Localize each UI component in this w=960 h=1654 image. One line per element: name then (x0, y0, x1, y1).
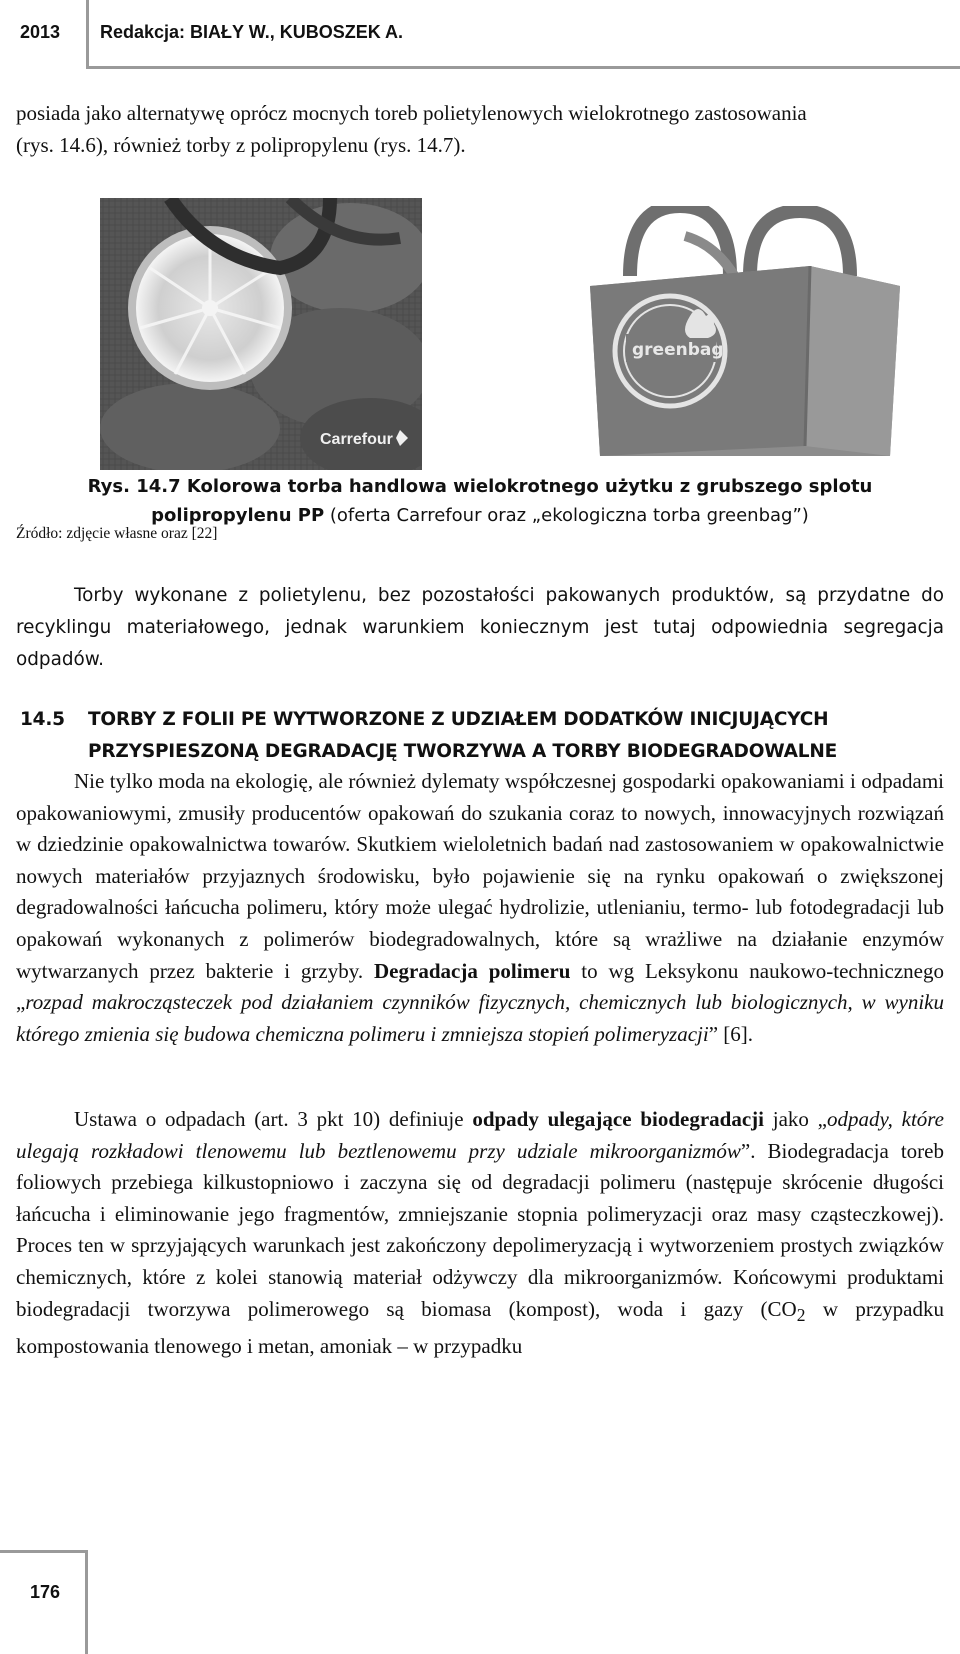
page-number: 176 (30, 1582, 61, 1602)
section-number: 14.5 (20, 709, 65, 730)
greenbag-logo-text: greenbag (632, 340, 724, 360)
term-polymer-degradation: Degradacja polimeru (374, 958, 571, 983)
section-title-line-2: PRZYSPIESZONĄ DEGRADACJĘ TWORZYWA A TORBY BIODEGRADOWALNE (88, 741, 838, 762)
page-header (0, 0, 960, 68)
paragraph-biodegradation-text-1: Ustawa o odpadach (art. 3 pkt 10) definiuje (74, 1107, 473, 1131)
header-separator (86, 0, 89, 66)
figure-caption-bold: polipropylenu PP (151, 505, 325, 526)
co2-subscript: 2 (796, 1304, 806, 1325)
figure-caption-title: Rys. 14.7 Kolorowa torba handlowa wielokrotnego użytku z grubszego splotu (87, 476, 873, 497)
section-heading (20, 704, 940, 768)
header-editors: Redakcja: BIAŁY W., KUBOSZEK A. (100, 22, 404, 42)
carrefour-logo-text: Carrefour (320, 431, 393, 448)
figure-caption-rest: (oferta Carrefour oraz „ekologiczna torba greenbag”) (324, 505, 809, 526)
paragraph-degradation-text-3: ” [6]. (708, 1021, 754, 1046)
figure-photo-carrefour-bag (100, 198, 422, 470)
paragraph-degradation-text-1: Nie tylko moda na ekologię, ale również dylematy współczesnej gospodarki opakowaniami i odpadami opakowaniowymi, zmusiły producentów opakowań do szukania coraz to nowych, innowacyjnych rozwiązań w dziedzinie opakowalnictwa towarów. Skutkiem wieloletnich badań nad zastosowaniem w opakowalnictwie nowych materiałów przyjaznych środowisku, było pojawienie się na rynku opakowań o zwiększonej degradowalności łańcucha polimeru, który może ulegać hydrolizie, utlenianiu, termo- lub fotodegradacji lub opakowań wykonanych z polimerów biodegradowalnych, które są wrażliwe na działanie enzymów wytwarzanych przez bakterie i grzyby. (16, 769, 944, 983)
paragraph-biodegradation (16, 1104, 944, 1363)
paragraph-biodegradation-text-3: ”. Biodegradacja toreb foliowych przebiega kilkustopniowo i zaczyna się od degradacji polimeru (następuje skrócenie długości łańcucha i eliminowanie jego fragmentów, zmniejszanie stopnia polimeryzacji oraz masy cząsteczkowej). Proces ten w sprzyjających warunkach jest zakończony depolimeryzacją i wytworzeniem prostych związków chemicznych, które z kolei stanowią materiał odżywczy dla mikroorganizmów. Końcowymi produktami biodegradacji tworzywa polimerowego są biomasa (kompost), woda i gazy (CO (16, 1138, 944, 1321)
paragraph-biodegradation-text-4: w przypadku kompostowania tlenowego i metan, amoniak – w przypadku (16, 1296, 944, 1359)
definition-quote: rozpad makrocząsteczek pod działaniem czynników fizycznych, chemicznych lub biologicznych, w wyniku którego zmienia się budowa chemiczna polimeru i zmniejsza stopień polimeryzacji (16, 990, 944, 1046)
intro-line-1: posiada jako alternatywę oprócz mocnych toreb polietylenowych wielokrotnego zastosowania (16, 101, 807, 125)
figure-photo-greenbag (570, 206, 910, 468)
header-year: 2013 (20, 22, 61, 42)
paragraph-recycling: Torby wykonane z polietylenu, bez pozostałości pakowanych produktów, są przydatne do recyklingu materiałowego, jednak warunkiem koniecznym jest tutaj odpowiednia segregacja odpadów. (16, 585, 944, 670)
intro-line-2: (rys. 14.6), również torby z polipropylenu (rys. 14.7). (16, 133, 466, 157)
figure-source: Źródło: zdjęcie własne oraz [22] (16, 525, 218, 542)
paragraph-degradation (16, 766, 944, 1050)
law-definition-quote: odpady, które ulegają rozkładowi tlenowemu lub beztlenowemu przy udziale mikroorganizmów (16, 1107, 944, 1163)
section-title-line-1: TORBY Z FOLII PE WYTWORZONE Z UDZIAŁEM DODATKÓW INICJUJĄCYCH (88, 709, 829, 730)
greenbag-illustration (570, 206, 910, 468)
header-rule (86, 66, 960, 69)
term-biodegradable-waste: odpady ulegające biodegradacji (472, 1107, 764, 1131)
carrefour-bag-illustration (100, 198, 422, 470)
figure-caption-line-1 (16, 472, 944, 501)
paragraph-biodegradation-text-2: jako „ (763, 1107, 827, 1131)
paragraph-degradation-text-2: to wg Leksykonu naukowo-technicznego „ (16, 958, 945, 1015)
